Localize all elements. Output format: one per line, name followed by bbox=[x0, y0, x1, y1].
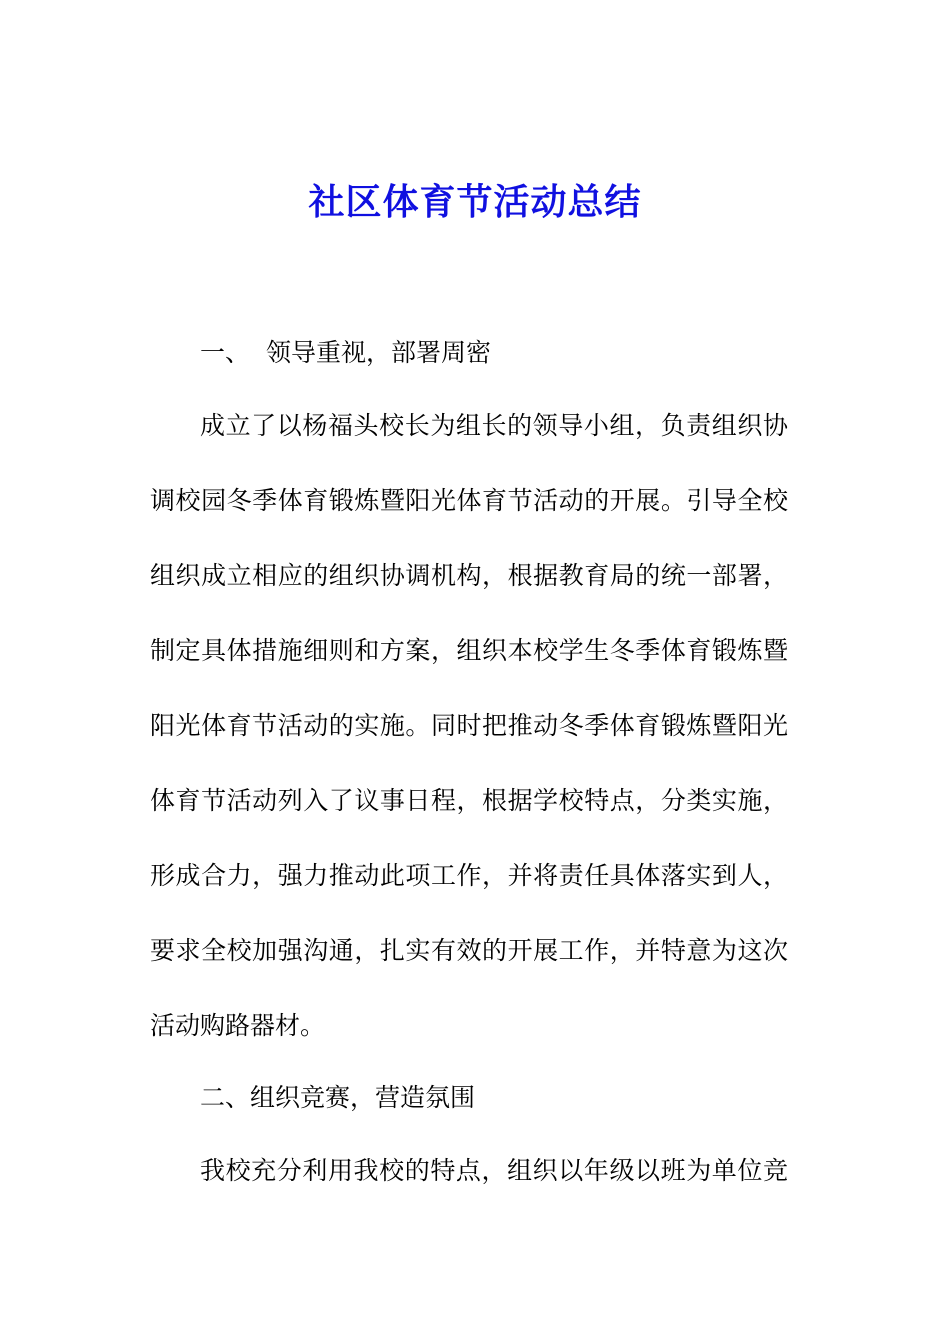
paragraph-line: 要求全校加强沟通，扎实有效的开展工作，并特意为这次 bbox=[150, 936, 788, 965]
paragraph-line: 组织成立相应的组织协调机构，根据教育局的统一部署， bbox=[150, 561, 788, 590]
paragraph-line: 活动购路器材。 bbox=[150, 1011, 326, 1040]
paragraph-line: 形成合力，强力推动此项工作，并将责任具体落实到人， bbox=[150, 861, 788, 890]
paragraph-line: 成立了以杨福头校长为组长的领导小组，负责组织协 bbox=[200, 411, 788, 440]
section-1-heading-text: 领导重视，部署周密 bbox=[266, 338, 492, 367]
section-2-heading: 二、组织竞赛，营造氛围 bbox=[200, 1083, 476, 1112]
paragraph-line: 体育节活动列入了议事日程，根据学校特点，分类实施， bbox=[150, 786, 788, 815]
paragraph-line: 阳光体育节活动的实施。同时把推动冬季体育锻炼暨阳光 bbox=[150, 711, 788, 740]
section-1-number: 一、 bbox=[200, 338, 251, 367]
document-title: 社区体育节活动总结 bbox=[308, 182, 642, 223]
paragraph-line: 我校充分利用我校的特点，组织以年级以班为单位竞 bbox=[200, 1156, 788, 1185]
paragraph-line: 制定具体措施细则和方案，组织本校学生冬季体育锻炼暨 bbox=[150, 636, 788, 665]
section-1-heading bbox=[200, 335, 491, 371]
paragraph-line: 调校园冬季体育锻炼暨阳光体育节活动的开展。引导全校 bbox=[150, 486, 788, 515]
